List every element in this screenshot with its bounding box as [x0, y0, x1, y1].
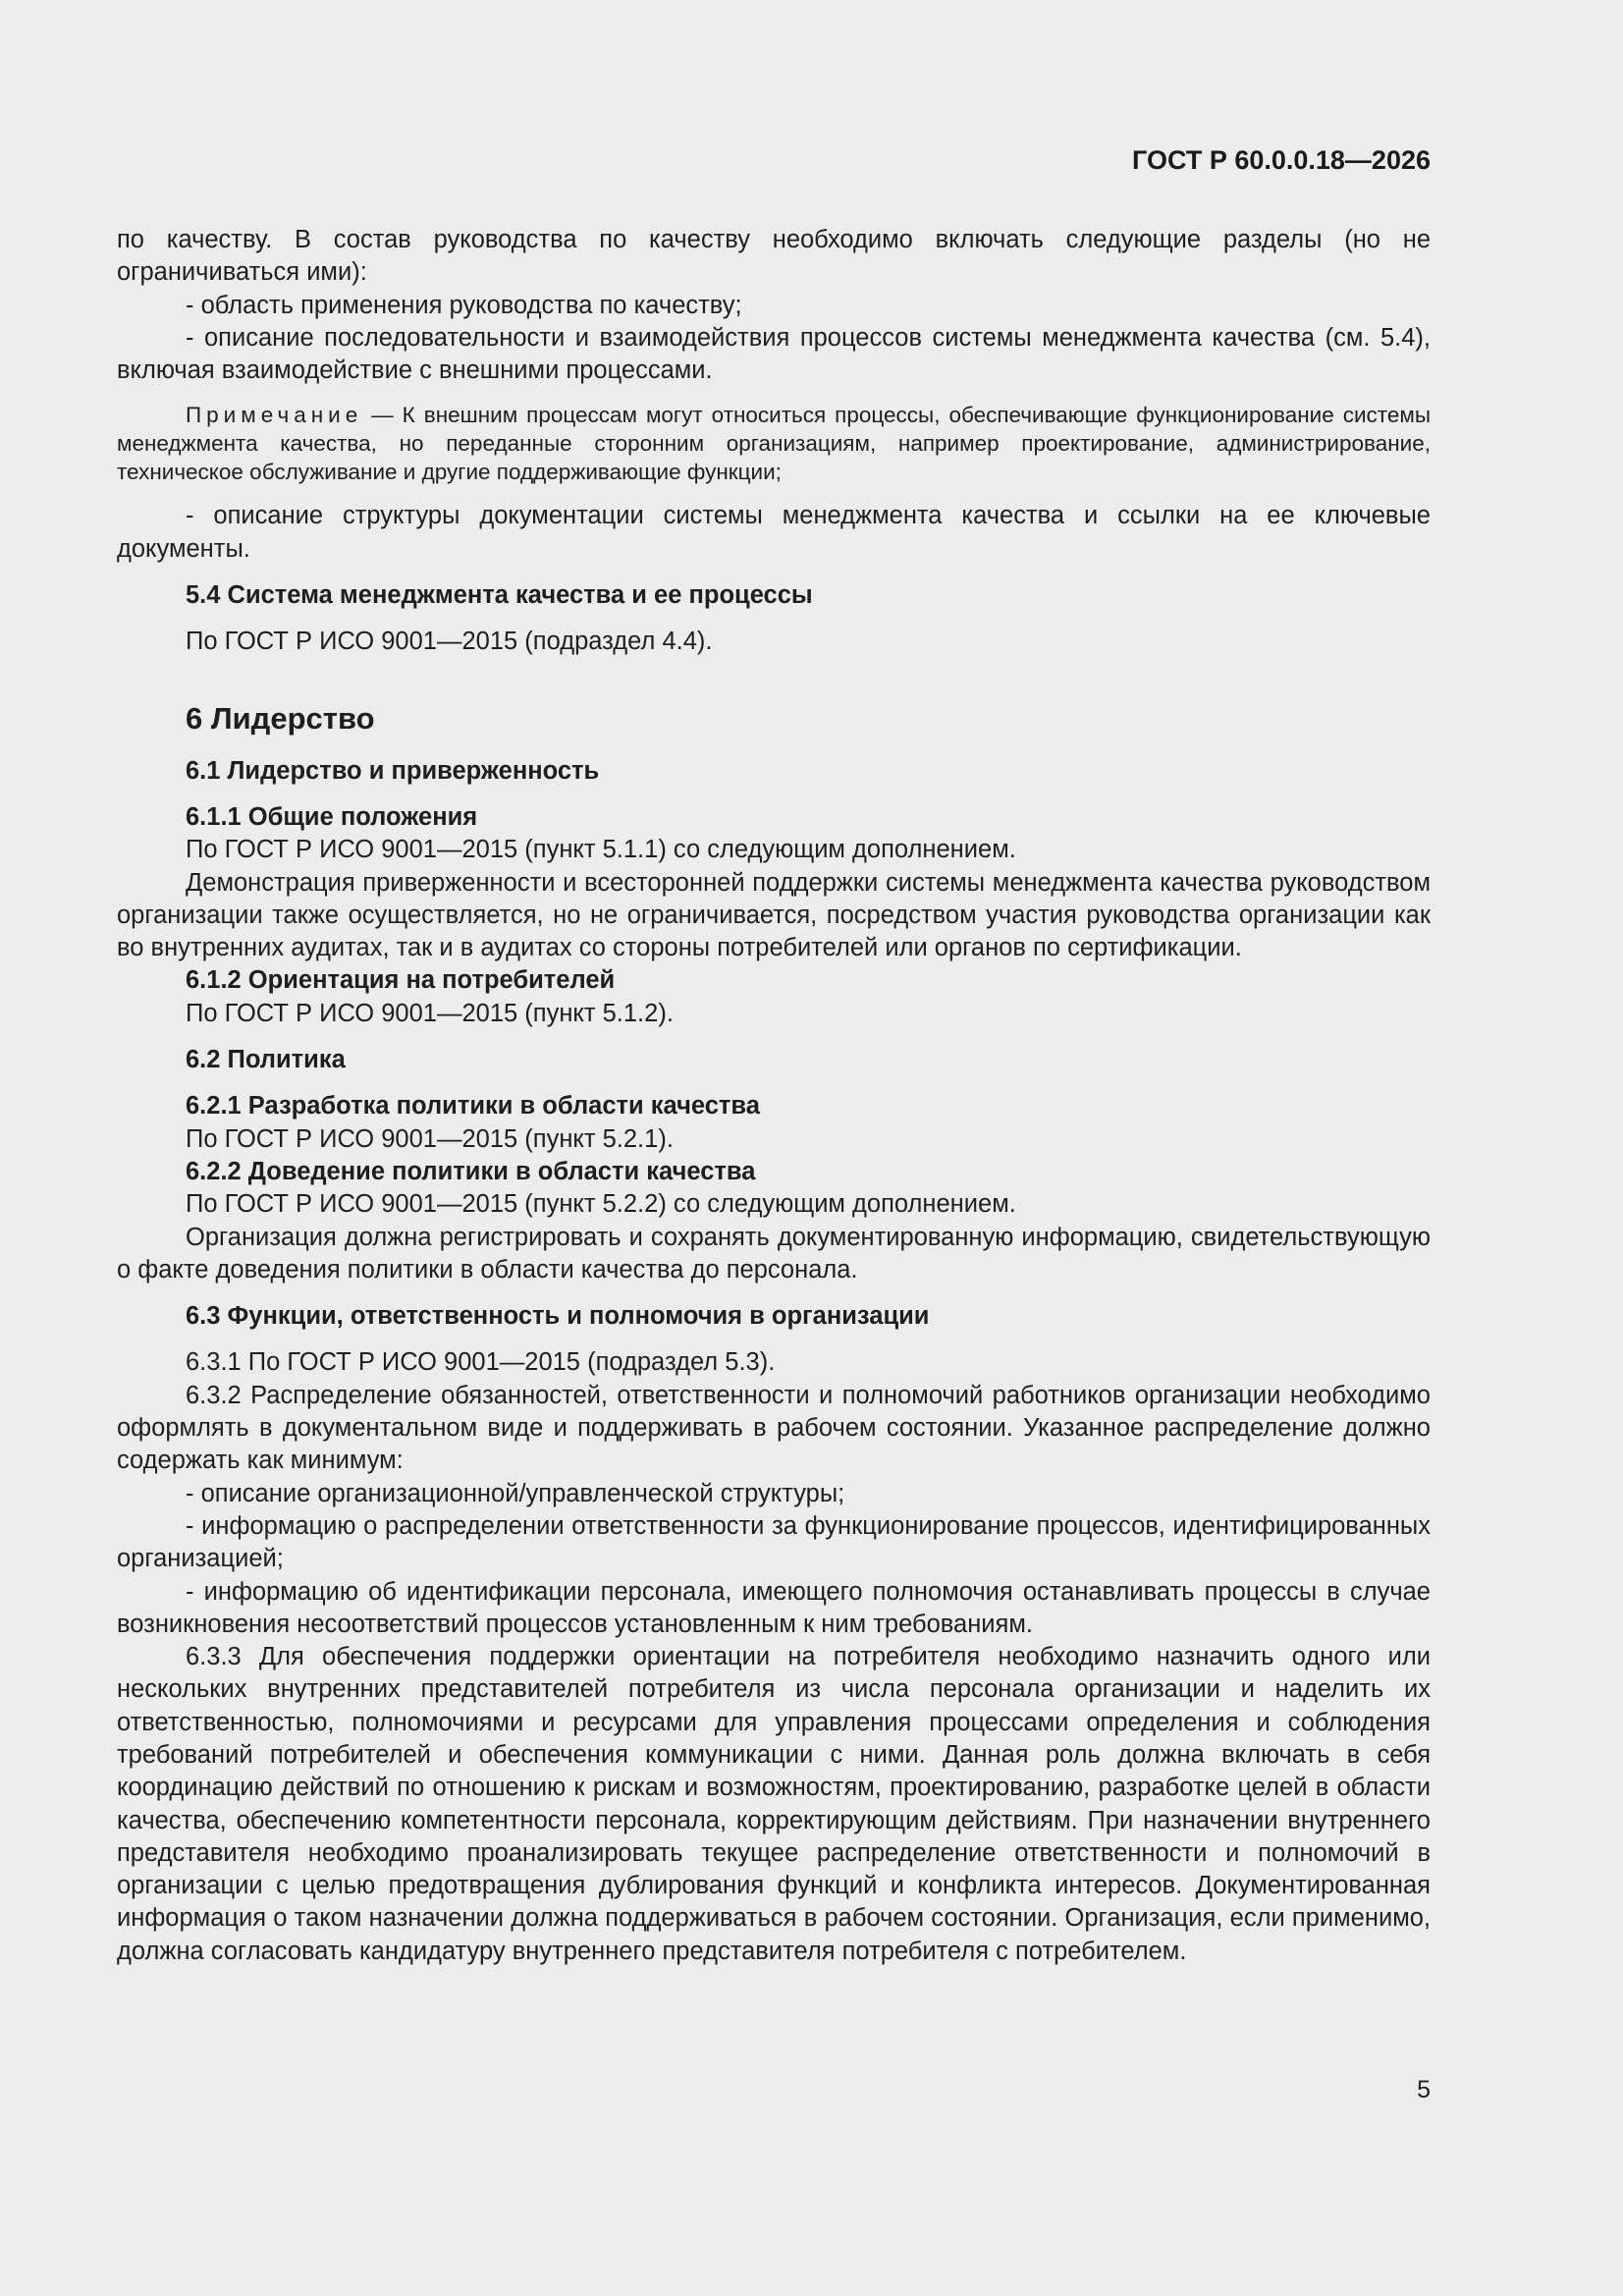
document-body	[117, 224, 1431, 1968]
list-item: - описание организационной/управленческой структуры;	[186, 1479, 845, 1507]
list-item: - описание последовательности и взаимодействия процессов системы менеджмента качества (см. 5.4), включая взаимодействие с внешними процессами.	[117, 323, 1431, 385]
page-number: 5	[1417, 2076, 1431, 2104]
list-item: - область применения руководства по качеству;	[186, 291, 742, 319]
section-heading-6-1: 6.1 Лидерство и приверженность	[186, 756, 600, 785]
paragraph: 6.3.2 Распределение обязанностей, ответственности и полномочий работников организации необходимо оформлять в документальном виде и поддерживать в рабочем состоянии. Указанное распределение должно содержать как минимум:	[117, 1381, 1431, 1475]
paragraph: По ГОСТ Р ИСО 9001—2015 (подраздел 4.4).	[186, 628, 713, 656]
list-item: - информацию о распределении ответственности за функционирование процессов, идентифицированных организацией;	[117, 1511, 1431, 1573]
paragraph-continuation: по качеству. В состав руководства по качеству необходимо включать следующие разделы (но не ограничиваться ими):	[117, 226, 1431, 287]
list-item: - описание структуры документации системы менеджмента качества и ссылки на ее ключевые документы.	[117, 502, 1431, 563]
note-text: — К внешним процессам могут относиться процессы, обеспечивающие функционирование системы менеджмента качества, но переданные сторонним организациям, например проектирование, администрирование, техническое обслуживание и другие поддерживающие функции;	[117, 403, 1431, 485]
section-heading-6-2-2: 6.2.2 Доведение политики в области качества	[186, 1157, 756, 1185]
note	[117, 401, 1431, 486]
section-heading-6-2: 6.2 Политика	[186, 1046, 346, 1074]
section-heading-6-1-1: 6.1.1 Общие положения	[186, 802, 478, 831]
paragraph: По ГОСТ Р ИСО 9001—2015 (пункт 5.2.2) со следующим дополнением.	[186, 1190, 1016, 1219]
paragraph: Организация должна регистрировать и сохранять документированную информацию, свидетельствующую о факте доведения политики в области качества до персонала.	[117, 1223, 1431, 1284]
section-heading-6-3: 6.3 Функции, ответственность и полномочия в организации	[186, 1302, 930, 1331]
section-heading-6-1-2: 6.1.2 Ориентация на потребителей	[186, 966, 616, 995]
list-item: - информацию об идентификации персонала, имеющего полномочия останавливать процессы в случае возникновения несоответствий процессов установленным к ним требованиям.	[117, 1577, 1431, 1638]
section-heading-6: 6 Лидерство	[186, 700, 375, 736]
paragraph: По ГОСТ Р ИСО 9001—2015 (пункт 5.1.1) со следующим дополнением.	[186, 836, 1016, 864]
section-heading-5-4: 5.4 Система менеджмента качества и ее процессы	[186, 581, 813, 610]
paragraph: По ГОСТ Р ИСО 9001—2015 (пункт 5.1.2).	[186, 999, 674, 1027]
paragraph: По ГОСТ Р ИСО 9001—2015 (пункт 5.2.1).	[186, 1124, 674, 1153]
note-label: Примечание	[186, 403, 363, 428]
paragraph: Демонстрация приверженности и всесторонней поддержки системы менеджмента качества руководством организации также осуществляется, но не ограничивается, посредством участия руководства организации как во внутренних аудитах, так и в аудитах со стороны потребителей или органов по сертификации.	[117, 868, 1431, 962]
paragraph: 6.3.1 По ГОСТ Р ИСО 9001—2015 (подраздел 5.3).	[186, 1348, 776, 1377]
document-header: ГОСТ Р 60.0.0.18—2026	[1132, 145, 1431, 175]
section-heading-6-2-1: 6.2.1 Разработка политики в области качества	[186, 1092, 760, 1121]
paragraph: 6.3.3 Для обеспечения поддержки ориентации на потребителя необходимо назначить одного или нескольких внутренних представителей потребителя из числа персонала организации и наделить их ответственностью, полномочиями и ресурсами для управления процессами определения и соблюдения требований потребителей и обеспечения коммуникации с ними. Данная роль должна включать в себя координацию действий по отношению к рискам и возможностям, проектированию, разработке целей в области качества, обеспечению компетентности персонала, корректирующим действиям. При назначении внутреннего представителя необходимо проанализировать текущее распределение ответственности и полномочий в организации с целью предотвращения дублирования функций и конфликта интересов. Документированная информация о таком назначении должна поддерживаться в рабочем состоянии. Организация, если применимо, должна согласовать кандидатуру внутреннего представителя потребителя с потребителем.	[117, 1643, 1431, 1965]
